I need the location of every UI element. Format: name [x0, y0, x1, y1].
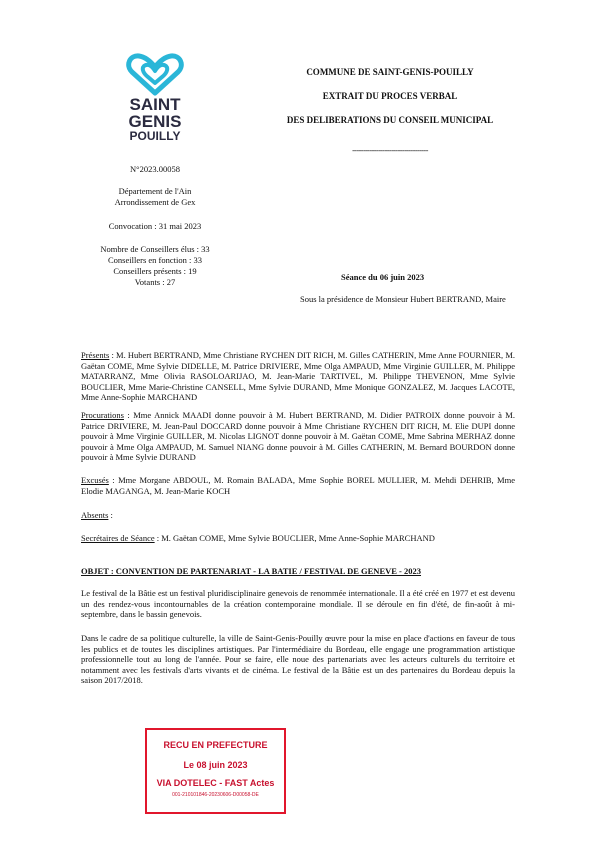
conseillers-elus: Nombre de Conseillers élus : 33 [100, 244, 210, 254]
stamp-reference: 001-210101846-20230606-D00058-DE [172, 792, 259, 798]
convocation-date: Convocation : 31 mai 2023 [108, 221, 202, 231]
secretaires-section [81, 533, 515, 544]
excuses-label: Excusés [81, 475, 109, 485]
deliberation-number: N°2023.00058 [130, 164, 180, 174]
excuses-list: : Mme Morgane ABDOUL, M. Romain BALADA, Mme Sophie BOREL MULLIER, M. Mehdi DEHRIB, Mme Elodie MAGANGA, M. Jean-Marie KOCH [81, 475, 515, 496]
logo-word-genis: GENIS [128, 112, 182, 131]
extrait-title: EXTRAIT DU PROCES VERBAL [322, 91, 458, 101]
heart-logo-icon [122, 52, 188, 96]
conseillers-presents: Conseillers présents : 19 [113, 266, 197, 276]
stamp-date: Le 08 juin 2023 [183, 760, 248, 770]
procurations-list: : Mme Annick MAADI donne pouvoir à M. Hubert BERTRAND, M. Didier PATROIX donne pouvoir à M. Patrice DRIVIERE, M. Jean-Paul DOCCARD donne pouvoir à Mme Christiane RYCHEN DIT RICH, M. Elie DUPI donne pouvoir à Mme Virginie GUILLER, M. Nicolas LIGNOT donne pouvoir à M. Gaëtan COME, Mme Sabrina MERHAZ donne pouvoir à Mme Olga AMPAUD, M. Samuel NIANG donne pouvoir à M. Gilles CATHERIN, M. Bernard BOURDON donne pouvoir à Mme Sylvie DURAND [81, 410, 515, 463]
deliberations-title: DES DELIBERATIONS DU CONSEIL MUNICIPAL [286, 115, 494, 125]
seance-date: Séance du 06 juin 2023 [341, 272, 425, 282]
logo-word-saint: SAINT [129, 95, 181, 114]
saint-genis-pouilly-logo [122, 52, 188, 142]
absents-label: Absents [81, 510, 109, 520]
commune-title: COMMUNE DE SAINT-GENIS-POUILLY [306, 67, 474, 77]
procurations-section [81, 410, 515, 463]
votants: Votants : 27 [134, 277, 176, 287]
procurations-label: Procurations [81, 410, 124, 420]
secretaires-list: : M. Gaëtan COME, Mme Sylvie BOUCLIER, Mme Anne-Sophie MARCHAND [154, 533, 435, 543]
departement: Département de l'Ain [118, 186, 192, 196]
secretaires-label: Secrétaires de Séance [81, 533, 155, 543]
presents-label: Présents [81, 350, 110, 360]
arrondissement: Arrondissement de Gex [114, 197, 196, 207]
prefecture-stamp [145, 728, 286, 814]
seance-presidence: Sous la présidence de Monsieur Hubert BERTRAND, Maire [300, 294, 506, 304]
absents-section [81, 510, 515, 521]
body-paragraph-1: Le festival de la Bâtie est un festival pluridisciplinaire genevois de renommée internationale. Il a été créé en 1977 et est devenu un des rendez-vous incontournables de la création contemporaine mondiale. Il se déroule en fin d'été, de fin-août à mi-septembre, dans le bassin genevois. [81, 588, 515, 620]
absents-list: : [108, 510, 113, 520]
presents-list: : M. Hubert BERTRAND, Mme Christiane RYCHEN DIT RICH, M. Gilles CATHERIN, Mme Anne FOURNIER, M. Gaëtan COME, Mme Sylvie DIDELLE, M. Patrice DRIVIERE, Mme Olga AMPAUD, Mme Virginie GUILLER, M. Philippe MATARRANZ, Mme Olivia RASOLOARIJAO, M. Jean-Marie TARTIVEL, M. Philippe THEVENON, Mme Sylvie BOUCLIER, Mme Marie-Christine CANSELL, Mme Sylvie DURAND, Mme Monique GONZALEZ, M. Jacques LACOTE, Mme Anne-Sophie MARCHAND [81, 350, 515, 403]
header-separator: ----------------------------------- [352, 146, 428, 155]
body-paragraph-2: Dans le cadre de sa politique culturelle, la ville de Saint-Genis-Pouilly œuvre pour la mise en place d'actions en faveur de tous les publics et de toutes les disciplines artistiques. Par l'intermédiaire du Bordeau, elle engage une programmation artistique professionnelle tout au long de l'année. Pour se faire, elle noue des partenariats avec les acteurs culturels du territoire et notamment avec les festivals d'arts vivants et de cinéma. Le festival de la Bâtie est un des partenaires du Bordeau depuis la saison 2017/2018. [81, 633, 515, 686]
objet-title: OBJET : CONVENTION DE PARTENARIAT - LA BATIE / FESTIVAL DE GENEVE - 2023 [81, 566, 422, 576]
stamp-recu: RECU EN PREFECTURE [163, 740, 268, 750]
excuses-section [81, 475, 515, 496]
presents-section [81, 350, 515, 403]
conseillers-fonction: Conseillers en fonction : 33 [108, 255, 202, 265]
stamp-via: VIA DOTELEC - FAST Actes [156, 778, 275, 788]
logo-word-pouilly: POUILLY [129, 129, 181, 143]
